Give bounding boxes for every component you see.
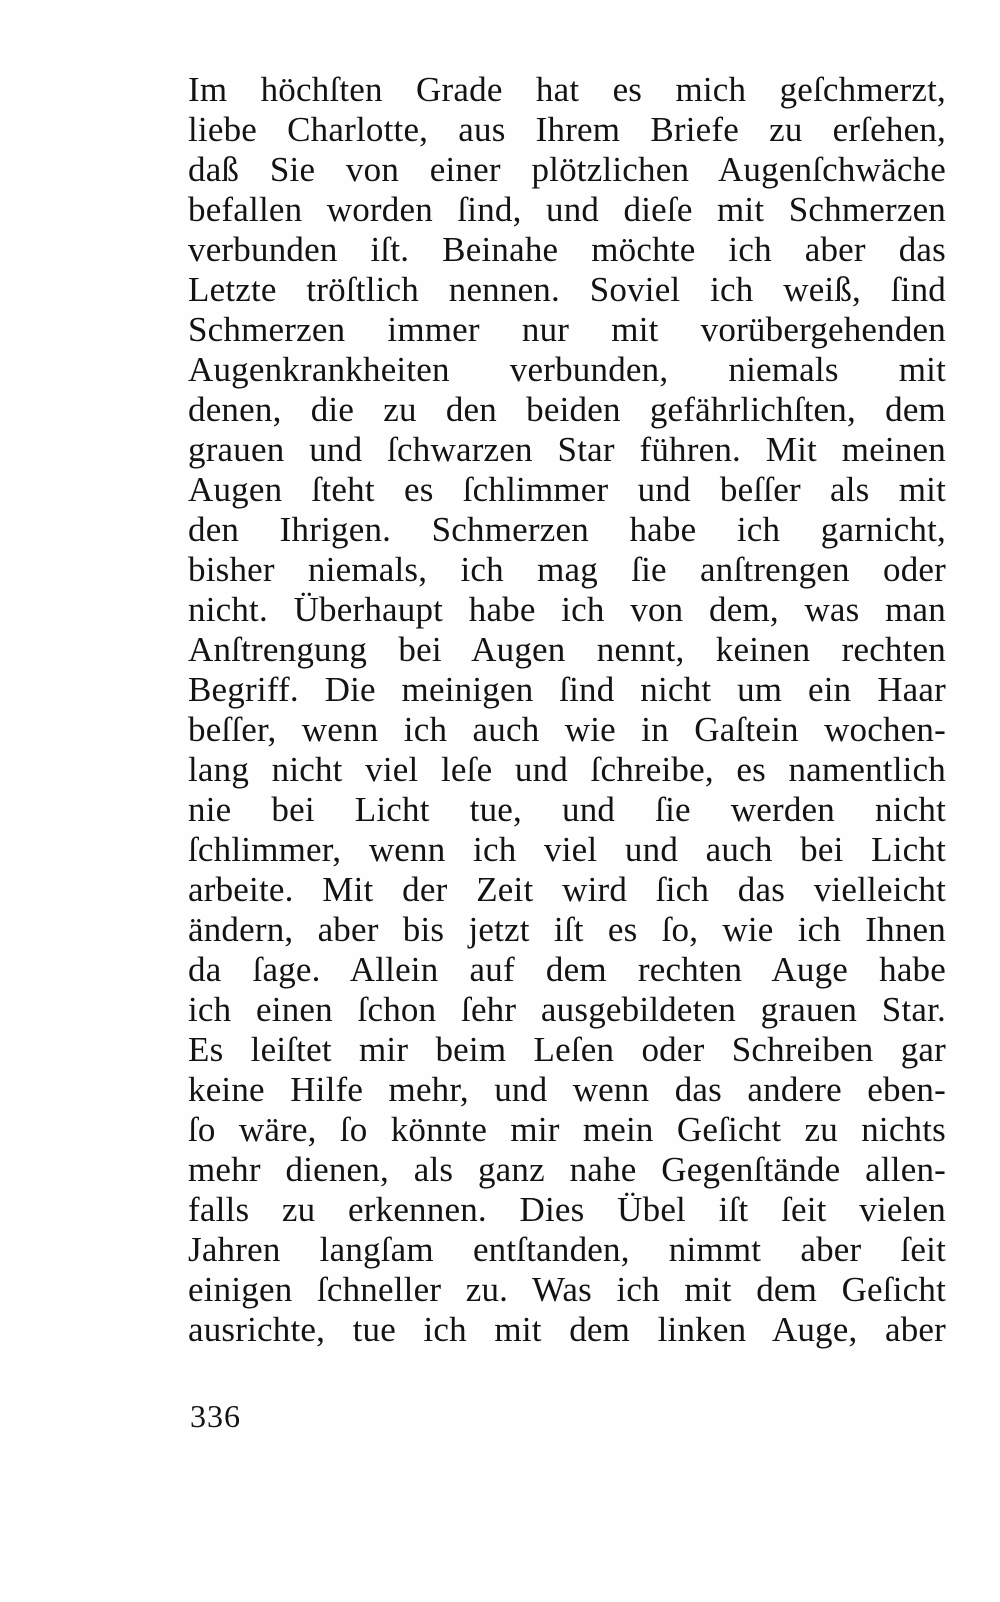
text-line: ſchlimmer, wenn ich viel und auch bei Licht [188, 830, 946, 869]
text-line: Jahren langſam entſtanden, nimmt aber ſeit [188, 1230, 946, 1269]
text-line: Anſtrengung bei Augen nennt, keinen rechten [188, 630, 946, 669]
text-line: daß Sie von einer plötzlichen Augenſchwäche [188, 150, 946, 189]
text-line: liebe Charlotte, aus Ihrem Briefe zu erſehen, [188, 110, 946, 149]
text-line: Augen ſteht es ſchlimmer und beſſer als mit [188, 470, 946, 509]
page-number: 336 [190, 1398, 241, 1434]
text-line: falls zu erkennen. Dies Übel iſt ſeit vielen [188, 1190, 946, 1229]
letter-text-block [188, 70, 946, 1350]
text-line: da ſage. Allein auf dem rechten Auge habe [188, 950, 946, 989]
text-line: ich einen ſchon ſehr ausgebildeten grauen Star. [188, 990, 946, 1029]
text-line: einigen ſchneller zu. Was ich mit dem Geſicht [188, 1270, 946, 1309]
text-line: arbeite. Mit der Zeit wird ſich das vielleicht [188, 870, 946, 909]
text-line: Augenkrankheiten verbunden, niemals mit [188, 350, 946, 389]
text-line: ausrichte, tue ich mit dem linken Auge, aber [188, 1310, 946, 1349]
text-line: Im höchſten Grade hat es mich geſchmerzt, [188, 70, 946, 109]
text-line: Schmerzen immer nur mit vorübergehenden [188, 310, 946, 349]
text-line: keine Hilfe mehr, und wenn das andere eben- [188, 1070, 946, 1109]
text-line: Es leiſtet mir beim Leſen oder Schreiben gar [188, 1030, 946, 1069]
text-line: ſo wäre, ſo könnte mir mein Geſicht zu nichts [188, 1110, 946, 1149]
text-line: verbunden iſt. Beinahe möchte ich aber das [188, 230, 946, 269]
text-line: grauen und ſchwarzen Star führen. Mit meinen [188, 430, 946, 469]
text-line: bisher niemals, ich mag ſie anſtrengen oder [188, 550, 946, 589]
text-line: den Ihrigen. Schmerzen habe ich garnicht, [188, 510, 946, 549]
text-line: Letzte tröſtlich nennen. Soviel ich weiß, ſind [188, 270, 946, 309]
text-line: befallen worden ſind, und dieſe mit Schmerzen [188, 190, 946, 229]
text-line: ändern, aber bis jetzt iſt es ſo, wie ich Ihnen [188, 910, 946, 949]
text-line: Begriff. Die meinigen ſind nicht um ein Haar [188, 670, 946, 709]
text-line: denen, die zu den beiden gefährlichſten, dem [188, 390, 946, 429]
text-line: nicht. Überhaupt habe ich von dem, was man [188, 590, 946, 629]
text-line: nie bei Licht tue, und ſie werden nicht [188, 790, 946, 829]
text-line: lang nicht viel leſe und ſchreibe, es namentlich [188, 750, 946, 789]
text-line: mehr dienen, als ganz nahe Gegenſtände allen- [188, 1150, 946, 1189]
text-line: beſſer, wenn ich auch wie in Gaſtein wochen- [188, 710, 946, 749]
